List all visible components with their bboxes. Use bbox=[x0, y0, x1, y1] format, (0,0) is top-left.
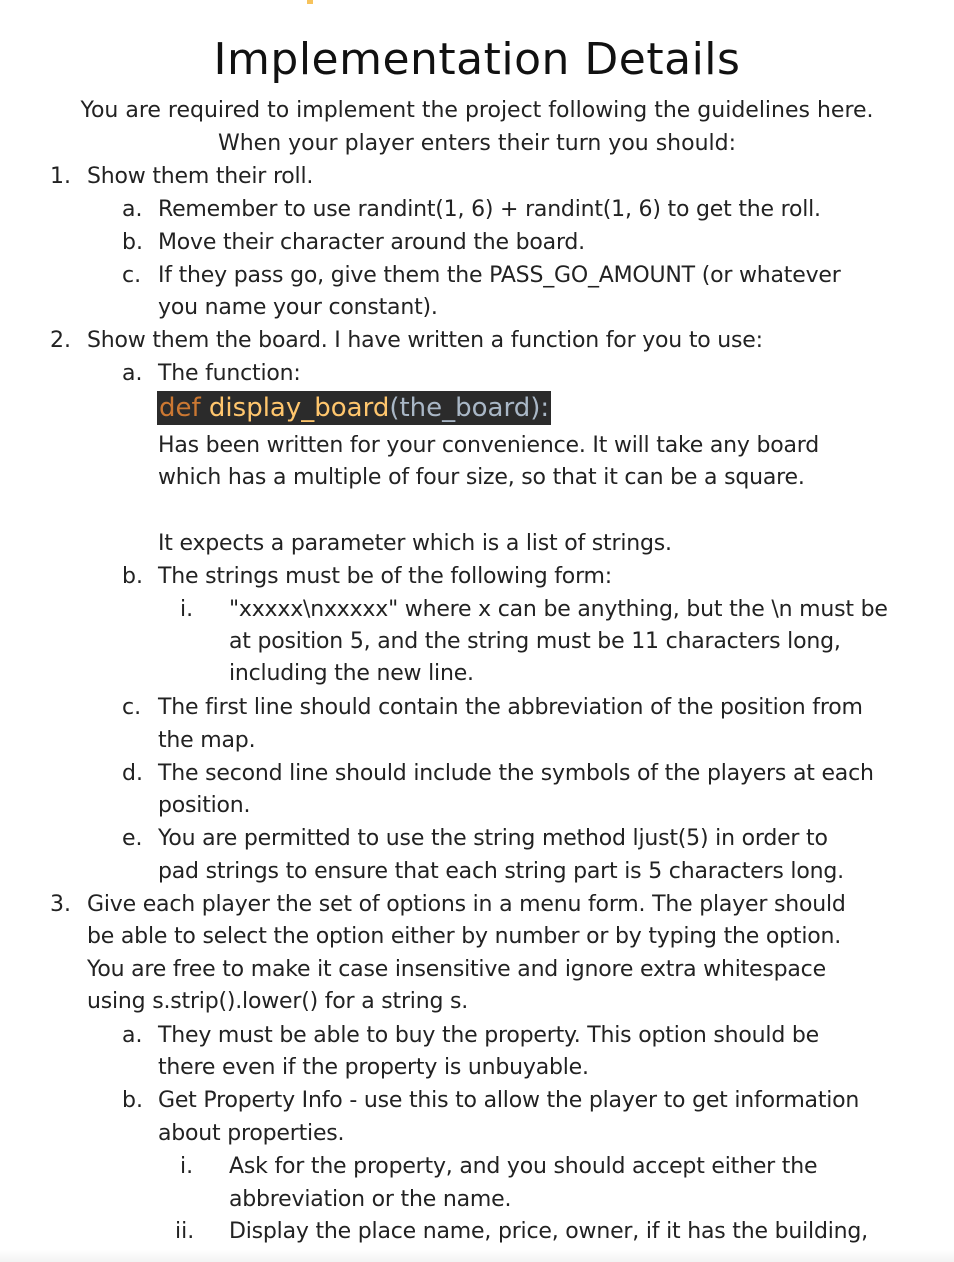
list-marker-2a: a. bbox=[122, 361, 143, 386]
list-marker-3b: b. bbox=[122, 1088, 143, 1113]
list-marker-3: 3. bbox=[50, 892, 71, 917]
list-item-3b-i-cont: abbreviation or the name. bbox=[229, 1187, 512, 1212]
list-marker-3b-i: i. bbox=[180, 1154, 194, 1179]
list-marker-3b-ii: ii. bbox=[175, 1219, 195, 1244]
list-item-2a: The function: bbox=[158, 361, 301, 386]
list-item-2a-desc-2: which has a multiple of four size, so that it can be a square. bbox=[158, 465, 805, 490]
code-keyword: def bbox=[159, 393, 201, 423]
list-item-3-cont-3: using s.strip().lower() for a string s. bbox=[87, 989, 469, 1014]
list-marker-1: 1. bbox=[50, 164, 71, 189]
list-marker-1c: c. bbox=[122, 263, 142, 288]
list-marker-3a: a. bbox=[122, 1023, 143, 1048]
page-bottom-edge bbox=[0, 1250, 954, 1262]
list-item-2d-cont: position. bbox=[158, 793, 251, 818]
list-item-1: Show them their roll. bbox=[87, 164, 314, 189]
list-item-3b-ii: Display the place name, price, owner, if it has the building, bbox=[229, 1219, 868, 1244]
list-item-1c: If they pass go, give them the PASS_GO_AMOUNT (or whatever bbox=[158, 263, 841, 288]
list-item-2a-desc-1: Has been written for your convenience. It will take any board bbox=[158, 433, 820, 458]
list-item-2b: The strings must be of the following form: bbox=[158, 564, 612, 589]
code-snippet-display-board bbox=[157, 391, 551, 425]
list-item-3: Give each player the set of options in a menu form. The player should bbox=[87, 892, 846, 917]
list-item-2d: The second line should include the symbols of the players at each bbox=[158, 761, 874, 786]
list-marker-1b: b. bbox=[122, 230, 143, 255]
list-item-3b: Get Property Info - use this to allow the player to get information bbox=[158, 1088, 860, 1113]
list-item-2b-i-cont-2: including the new line. bbox=[229, 661, 474, 686]
list-marker-2b: b. bbox=[122, 564, 143, 589]
code-function-name: display_board bbox=[208, 393, 390, 423]
list-item-3b-i: Ask for the property, and you should accept either the bbox=[229, 1154, 818, 1179]
list-marker-2d: d. bbox=[122, 761, 143, 786]
list-item-1a: Remember to use randint(1, 6) + randint(1, 6) to get the roll. bbox=[158, 197, 821, 222]
list-item-3a-cont: there even if the property is unbuyable. bbox=[158, 1055, 589, 1080]
list-marker-2e: e. bbox=[122, 826, 143, 851]
list-item-3a: They must be able to buy the property. This option should be bbox=[158, 1023, 819, 1048]
intro-line-2: When your player enters their turn you should: bbox=[217, 131, 737, 156]
list-item-2e: You are permitted to use the string method ljust(5) in order to bbox=[158, 826, 828, 851]
list-item-2c: The first line should contain the abbreviation of the position from bbox=[158, 695, 863, 720]
list-item-3-cont-2: You are free to make it case insensitive and ignore extra whitespace bbox=[87, 957, 826, 982]
list-item-1c-cont: you name your constant). bbox=[158, 295, 438, 320]
page-title: Implementation Details bbox=[213, 34, 741, 85]
list-marker-1a: a. bbox=[122, 197, 143, 222]
list-item-2c-cont: the map. bbox=[158, 728, 256, 753]
list-item-2b-i: "xxxxx\nxxxxx" where x can be anything, but the \n must be bbox=[229, 597, 888, 622]
list-item-2e-cont: pad strings to ensure that each string part is 5 characters long. bbox=[158, 859, 844, 884]
list-item-2b-i-cont-1: at position 5, and the string must be 11 characters long, bbox=[229, 629, 841, 654]
list-item-2a-desc-3: It expects a parameter which is a list of strings. bbox=[158, 531, 672, 556]
list-marker-2c: c. bbox=[122, 695, 142, 720]
top-edge-mark bbox=[307, 0, 313, 4]
list-item-2: Show them the board. I have written a function for you to use: bbox=[87, 328, 763, 353]
list-marker-2b-i: i. bbox=[180, 597, 194, 622]
list-item-3b-cont: about properties. bbox=[158, 1121, 345, 1146]
code-params: (the_board): bbox=[389, 393, 550, 423]
list-item-1b: Move their character around the board. bbox=[158, 230, 585, 255]
list-marker-2: 2. bbox=[50, 328, 71, 353]
intro-line-1: You are required to implement the project following the guidelines here. bbox=[80, 98, 874, 123]
list-item-3-cont-1: be able to select the option either by number or by typing the option. bbox=[87, 924, 842, 949]
